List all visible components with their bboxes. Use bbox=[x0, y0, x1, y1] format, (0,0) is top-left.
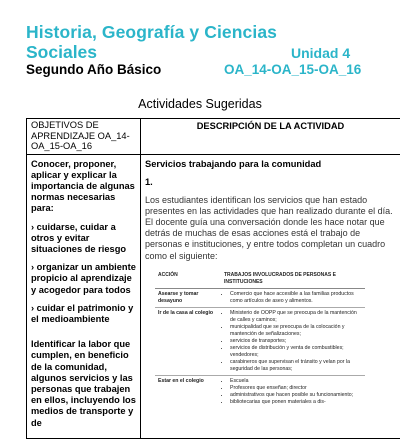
services-col-action: ACCIÓN bbox=[155, 270, 221, 289]
activity-description: Los estudiantes identifican los servicios que han estado presentes en las actividades que han realizado durante el día. El docente guía una conversación donde les hace notar que detrás de muchas de esas acciones está el trabajo de personas e instituciones, y entre todos completan un cuadro como el siguiente: bbox=[145, 195, 396, 262]
header-objectives: OBJETIVOS DE APRENDIZAJE OA_14-OA_15-OA_16 bbox=[27, 119, 141, 155]
unit-label: Unidad 4 bbox=[291, 45, 350, 61]
objective-item: Identificar la labor que cumplen, en beneficio de la comunidad, algunos servicios y las personas que trabajen en ellos, incluyendo los medios de transporte y de bbox=[31, 339, 136, 429]
oa-codes: OA_14-OA_15-OA_16 bbox=[224, 62, 361, 77]
activities-table bbox=[26, 118, 400, 439]
services-table bbox=[155, 270, 365, 408]
table-row bbox=[155, 288, 365, 307]
activity-title: Servicios trabajando para la comunidad bbox=[145, 159, 396, 169]
activity-number: 1. bbox=[145, 177, 396, 187]
services-col-work: TRABAJOS INVOLUCRADOS DE PERSONAS E INSTITUCIONES bbox=[221, 270, 365, 289]
work-list bbox=[221, 375, 365, 408]
table-row bbox=[155, 307, 365, 375]
list-item: • administrativos que hacen posible su funcionamiento; bbox=[230, 392, 362, 399]
subject-title-line1: Historia, Geografía y Ciencias bbox=[26, 22, 277, 43]
table-header-row bbox=[27, 119, 400, 155]
list-item: • servicios de distribución y venta de combustibles; vendedores; bbox=[230, 345, 362, 359]
table-row bbox=[155, 375, 365, 408]
work-list bbox=[221, 307, 365, 375]
list-item: • servicios de transportes; bbox=[230, 338, 362, 345]
section-title: Actividades Sugeridas bbox=[0, 97, 400, 111]
table-row bbox=[27, 154, 400, 438]
grade-label: Segundo Año Básico bbox=[26, 62, 161, 77]
objective-item: › organizar un ambiente propicio al aprendizaje y acogedor para todos bbox=[31, 262, 136, 296]
objective-item: Conocer, proponer, aplicar y explicar la importancia de algunas normas necesarias para: bbox=[31, 159, 136, 215]
objective-item: › cuidarse, cuidar a otros y evitar situaciones de riesgo bbox=[31, 222, 136, 256]
services-table-header bbox=[155, 270, 365, 289]
list-item: • Escuela bbox=[230, 378, 362, 385]
activity-cell bbox=[141, 154, 400, 438]
list-item: • Comercio que hace accesible a las familias productos como artículos de aseo y alimentos. bbox=[230, 291, 362, 305]
action-label: Ir de la casa al colegio bbox=[155, 307, 221, 375]
list-item: • bibliotecarias que ponen materiales a dis- bbox=[230, 399, 362, 406]
list-item: • carabineros que supervisan el tránsito y velan por la seguridad de las personas; bbox=[230, 359, 362, 373]
action-label: Asearse y tomar desayuno bbox=[155, 288, 221, 307]
work-list bbox=[221, 288, 365, 307]
action-label: Estar en el colegio bbox=[155, 375, 221, 408]
list-item: • Ministerio de OOPP que se preocupa de la mantención de calles y caminos; bbox=[230, 310, 362, 324]
subject-title-line2: Sociales bbox=[26, 42, 97, 63]
header-description: DESCRIPCIÓN DE LA ACTIVIDAD bbox=[141, 119, 400, 155]
objective-item: › cuidar el patrimonio y el medioambiente bbox=[31, 303, 136, 325]
objectives-cell bbox=[27, 154, 141, 438]
list-item: • Profesores que enseñan; director bbox=[230, 385, 362, 392]
list-item: • municipalidad que se preocupa de la colocación y mantención de señalizaciones; bbox=[230, 324, 362, 338]
